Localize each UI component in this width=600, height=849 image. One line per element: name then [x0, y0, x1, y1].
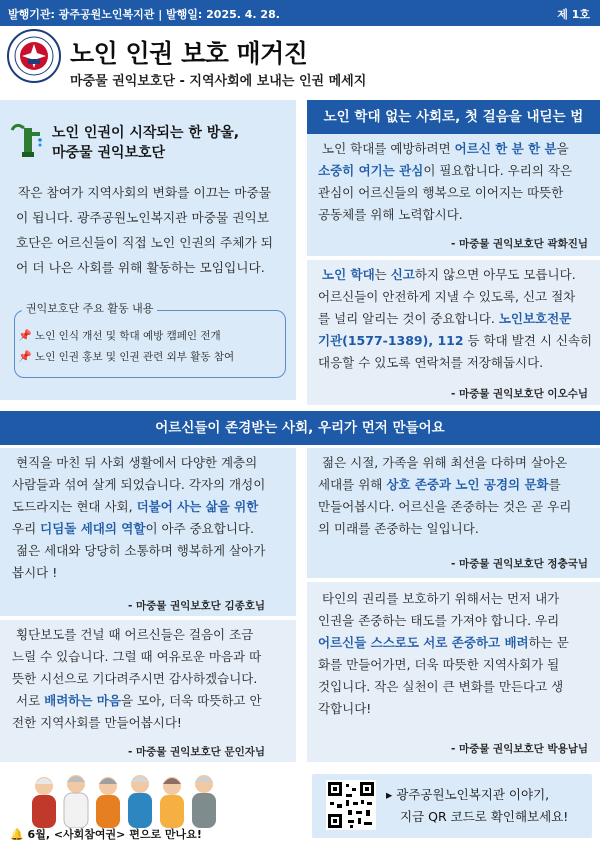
text: 의 미래를 존중하는 일입니다. — [318, 521, 479, 536]
publication-bar — [0, 0, 600, 26]
respect-message-left-1 — [12, 452, 286, 584]
respect-message-right-2 — [318, 588, 594, 720]
highlight: 어르신들 스스로도 서로 존중하고 배려 — [318, 635, 529, 650]
highlight: 상호 존중과 노인 공경의 문화 — [386, 477, 549, 492]
highlight: 노인 학대 — [322, 267, 375, 282]
pushpin-icon: 📌 — [18, 329, 32, 342]
highlight: 신고 — [390, 267, 415, 282]
text: 사람들과 섞여 살게 되었습니다. 각자의 개성이 — [12, 477, 266, 492]
text: 횡단보도를 건널 때 어르신들은 걸음이 조금 — [16, 627, 254, 642]
signature: - 마중물 권익보호단 김종호님 — [128, 600, 266, 612]
masthead — [0, 26, 600, 96]
highlight: 기관(1577-1389), 112 — [318, 333, 464, 348]
qr-caption-line1: 광주공원노인복지관 이야기, — [396, 787, 550, 802]
signature: - 마중물 권익보호단 박용남님 — [450, 743, 588, 755]
highlight: 더불어 사는 삶을 위한 — [136, 499, 259, 514]
arrow-bullet-icon: ▸ — [386, 787, 393, 802]
respect-message-left-2 — [12, 624, 286, 734]
watering-pump-icon — [10, 120, 46, 160]
pushpin-icon: 📌 — [18, 350, 32, 363]
text: 젊은 세대와 당당히 소통하며 행복하게 살아가 — [16, 543, 266, 558]
next-issue-notice — [10, 826, 202, 842]
text: 을 모아, 더욱 따뜻하고 안 — [120, 693, 262, 708]
signature: - 마중물 권익보호단 정충국님 — [450, 558, 588, 570]
publisher-info: 발행기관: 광주공원노인복지관 | 발행일: 2025. 4. 28. — [8, 8, 280, 21]
intro-line: 호단은 어르신들이 직접 노인 인권의 주체가 되 — [16, 235, 274, 250]
text: 어르신들이 안전하게 지낼 수 있도록, 신고 절차 — [318, 289, 576, 304]
magazine-subtitle: 마중물 권익보호단 - 지역사회에 보내는 인권 메세지 — [70, 74, 367, 89]
abuse-message-2 — [318, 264, 594, 374]
text: 관심이 어르신들의 행복으로 이어지는 따뜻한 — [318, 185, 564, 200]
magazine-title: 노인 인권 보호 매거진 — [70, 39, 308, 68]
signature: - 마중물 권익보호단 곽화진님 — [450, 238, 588, 250]
activity-item — [18, 328, 221, 343]
text: 것입니다. 작은 실천이 큰 변화를 만든다고 생 — [318, 679, 564, 694]
activity-box-label: 권익보호단 주요 활동 내용 — [22, 300, 157, 316]
activity-item-text: 노인 인식 개선 및 학대 예방 캠페인 전개 — [35, 330, 221, 342]
activity-item — [18, 349, 234, 364]
text: 우리 — [12, 521, 41, 536]
respect-message-right-1 — [318, 452, 594, 540]
signature: - 마중물 권익보호단 이오수님 — [450, 388, 588, 400]
qr-caption-line2: 지금 QR 코드로 확인해보세요! — [400, 809, 569, 824]
text: 만들어봅시다. 어르신을 존중하는 것은 곧 우리 — [318, 499, 572, 514]
next-issue-text: 6월, <사회참여권> 편으로 만나요! — [27, 828, 202, 841]
text: 느릴 수 있습니다. 그럴 때 여유로운 마음과 따 — [12, 649, 262, 664]
text: 를 — [548, 477, 561, 492]
text: 타인의 권리를 보호하기 위해서는 먼저 내가 — [322, 591, 560, 606]
seniors-group-illustration — [14, 772, 244, 828]
abuse-message-1 — [318, 138, 594, 226]
intro-line: 작은 참여가 지역사회의 변화를 이끄는 마중물 — [18, 185, 272, 200]
qr-caption — [386, 784, 568, 828]
bell-icon: 🔔 — [10, 828, 24, 841]
text: 도드라지는 현대 사회, — [12, 499, 137, 514]
text: 봅시다 ! — [12, 565, 58, 580]
text: 인권을 존중하는 태도를 가져야 합니다. 우리 — [318, 613, 560, 628]
text: 이 아주 중요합니다. — [145, 521, 254, 536]
text: 화를 만들어가면, 더욱 따뜻한 지역사회가 될 — [318, 657, 560, 672]
highlight: 어르신 한 분 한 분 — [454, 141, 557, 156]
text: 노인 학대를 예방하려면 — [322, 141, 455, 156]
intro-heading-line2: 마중물 권익보호단 — [52, 145, 166, 161]
intro-line: 이 됩니다. 광주공원노인복지관 마중물 권익보 — [16, 210, 270, 225]
text: 는 — [374, 267, 391, 282]
text: 하지 않으면 아무도 모릅니다. — [414, 267, 576, 282]
signature: - 마중물 권익보호단 문인자님 — [128, 746, 266, 758]
activity-item-text: 노인 인권 홍보 및 인권 관련 외부 활동 참여 — [35, 351, 235, 363]
intro-heading — [52, 123, 239, 163]
text: 뜻한 시선으로 기다려주시면 감사하겠습니다. — [12, 671, 258, 686]
org-seal-logo — [6, 28, 62, 84]
intro-heading-line1: 노인 인권이 시작되는 한 방울, — [52, 125, 240, 141]
text: 각합니다! — [318, 701, 372, 716]
intro-body — [16, 180, 284, 280]
text: 공동체를 위해 노력합시다. — [318, 207, 463, 222]
abuse-section-heading: 노인 학대 없는 사회로, 첫 걸음을 내딛는 법 — [307, 100, 600, 134]
text: 젊은 시절, 가족을 위해 최선을 다하며 살아온 — [322, 455, 568, 470]
text: 현직을 마친 뒤 사회 생활에서 다양한 계층의 — [16, 455, 258, 470]
text: 세대를 위해 — [318, 477, 387, 492]
text: 서로 — [16, 693, 45, 708]
respect-section-heading: 어르신들이 존경받는 사회, 우리가 먼저 만들어요 — [0, 411, 600, 445]
text: 등 학대 발견 시 신속히 — [463, 333, 593, 348]
text: 이 필요합니다. 우리의 작은 — [423, 163, 573, 178]
qr-code[interactable] — [326, 780, 376, 830]
issue-number: 제 1호 — [557, 8, 590, 21]
activity-box — [14, 310, 286, 378]
highlight: 노인보호전문 — [498, 311, 572, 326]
text: 를 널리 알리는 것이 중요합니다. — [318, 311, 499, 326]
text: 대응할 수 있도록 연락처를 저장해둡시다. — [318, 355, 544, 370]
highlight: 디딤돌 세대의 역할 — [40, 521, 146, 536]
highlight: 소중히 여기는 관심 — [318, 163, 424, 178]
text: 전한 지역사회를 만들어봅시다! — [12, 715, 182, 730]
intro-line: 어 더 나은 사회를 위해 활동하는 모임입니다. — [16, 260, 265, 275]
highlight: 배려하는 마음 — [44, 693, 121, 708]
text: 하는 문 — [528, 635, 569, 650]
text: 을 — [556, 141, 569, 156]
